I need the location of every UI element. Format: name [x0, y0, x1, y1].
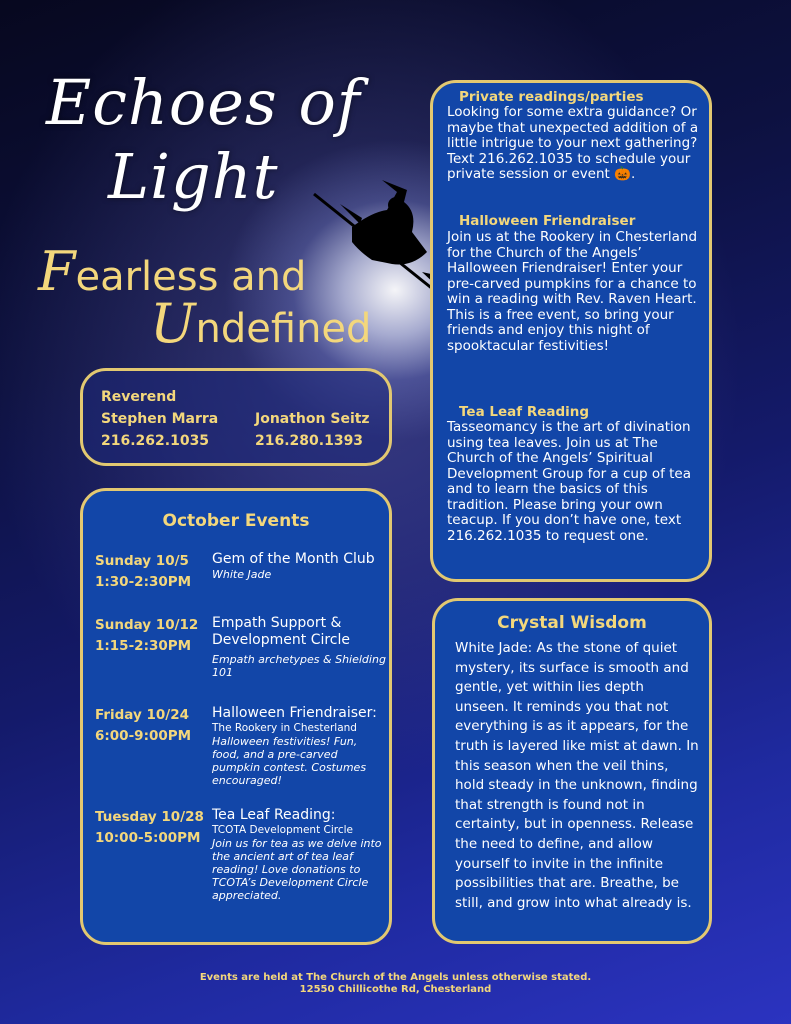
section-body-tea-leaf: Tasseomancy is the art of divination using tea leaves. Join us at The Church of the Angels’ Spiritual Development Group for a cup of tea and to learn the basics of this tradition. Please bring your own teacup. If you don’t have one, text 216.262.1035 to request one. — [447, 419, 691, 544]
event-item — [95, 705, 387, 795]
crystal-body: White Jade: As the stone of quiet mystery, its surface is smooth and gentle, yet within lies depth unseen. It reminds you that not everything is as it appears, for the truth is layered like mist at dawn. In this season when the veil thins, hold steady in the unknown, finding that strength is found not in certainty, but in openness. Release the need to define, and allow yourself to invite in the infinite possibilities that are. Breathe, be still, and grow into what already is. — [455, 640, 699, 911]
footer — [0, 972, 791, 996]
contact-label: Reverend — [101, 389, 177, 405]
info-box — [430, 80, 712, 582]
event-location: The Rookery in Chesterland — [212, 722, 357, 734]
subtitle-line-2 — [150, 292, 372, 355]
event-desc: Empath archetypes & Shielding 101 — [212, 653, 386, 679]
section-heading-tea-leaf: Tea Leaf Reading — [459, 404, 590, 420]
event-day: Tuesday 10/28 — [95, 809, 204, 825]
event-time: 6:00-9:00PM — [95, 728, 192, 744]
title-line-1: Echoes of — [46, 66, 361, 139]
events-box — [80, 488, 392, 945]
subtitle-line-1-initial: F — [38, 240, 76, 303]
event-day: Friday 10/24 — [95, 707, 190, 723]
event-title: Empath Support & Development Circle — [212, 615, 351, 648]
event-time: 1:30-2:30PM — [95, 574, 192, 590]
event-location: TCOTA Development Circle — [212, 824, 354, 836]
section-body-private-readings: Looking for some extra guidance? Or maybe that unexpected addition of a little intrigue to your next gathering? Text 216.262.1035 to schedule your private session or event 🎃. — [447, 104, 699, 182]
crystal-wisdom-box — [432, 598, 712, 944]
contact-person2-phone: 216.280.1393 — [255, 433, 364, 449]
event-desc: White Jade — [212, 568, 272, 581]
event-desc: Halloween festivities! Fun, food, and a pre-carved pumpkin contest. Costumes encouraged! — [212, 735, 367, 787]
contact-person1-phone: 216.262.1035 — [101, 433, 210, 449]
section-heading-halloween: Halloween Friendraiser — [459, 213, 636, 229]
subtitle-line-1-rest: earless and — [75, 254, 307, 300]
crystal-heading: Crystal Wisdom — [497, 613, 647, 633]
event-day: Sunday 10/12 — [95, 617, 199, 633]
contact-person1-name: Stephen Marra — [101, 411, 219, 427]
footer-address: 12550 Chillicothe Rd, Chesterland — [299, 984, 492, 995]
event-day: Sunday 10/5 — [95, 553, 189, 569]
footer-line-1: Events are held at The Church of the Angels unless otherwise stated. — [199, 972, 592, 983]
subtitle-line-2-initial: U — [150, 292, 196, 355]
event-title: Halloween Friendraiser: — [212, 705, 377, 721]
event-title: Tea Leaf Reading: — [212, 807, 336, 823]
event-title: Gem of the Month Club — [212, 551, 375, 567]
event-desc: Join us for tea as we delve into the ancient art of tea leaf reading! Love donations to TCOTA’s Development Circle appreciated. — [212, 837, 382, 902]
section-body-halloween: Join us at the Rookery in Chesterland for the Church of the Angels’ Halloween Friendraiser! Enter your pre-carved pumpkins for a chance to win a reading with Rev. Raven Heart. This is a free event, so bring your friends and enjoy this night of spooktacular festivities! — [447, 229, 698, 354]
event-item — [95, 615, 387, 685]
section-heading-private-readings: Private readings/parties — [459, 89, 644, 105]
title-line-2: Light — [108, 140, 279, 213]
event-time: 10:00-5:00PM — [95, 830, 201, 846]
event-item — [95, 807, 387, 937]
subtitle-line-2-rest: ndefined — [195, 306, 372, 352]
event-time: 1:15-2:30PM — [95, 638, 192, 654]
events-heading: October Events — [162, 511, 310, 531]
event-item — [95, 551, 387, 601]
contact-box — [80, 368, 392, 466]
contact-person2-name: Jonathon Seitz — [255, 411, 370, 427]
